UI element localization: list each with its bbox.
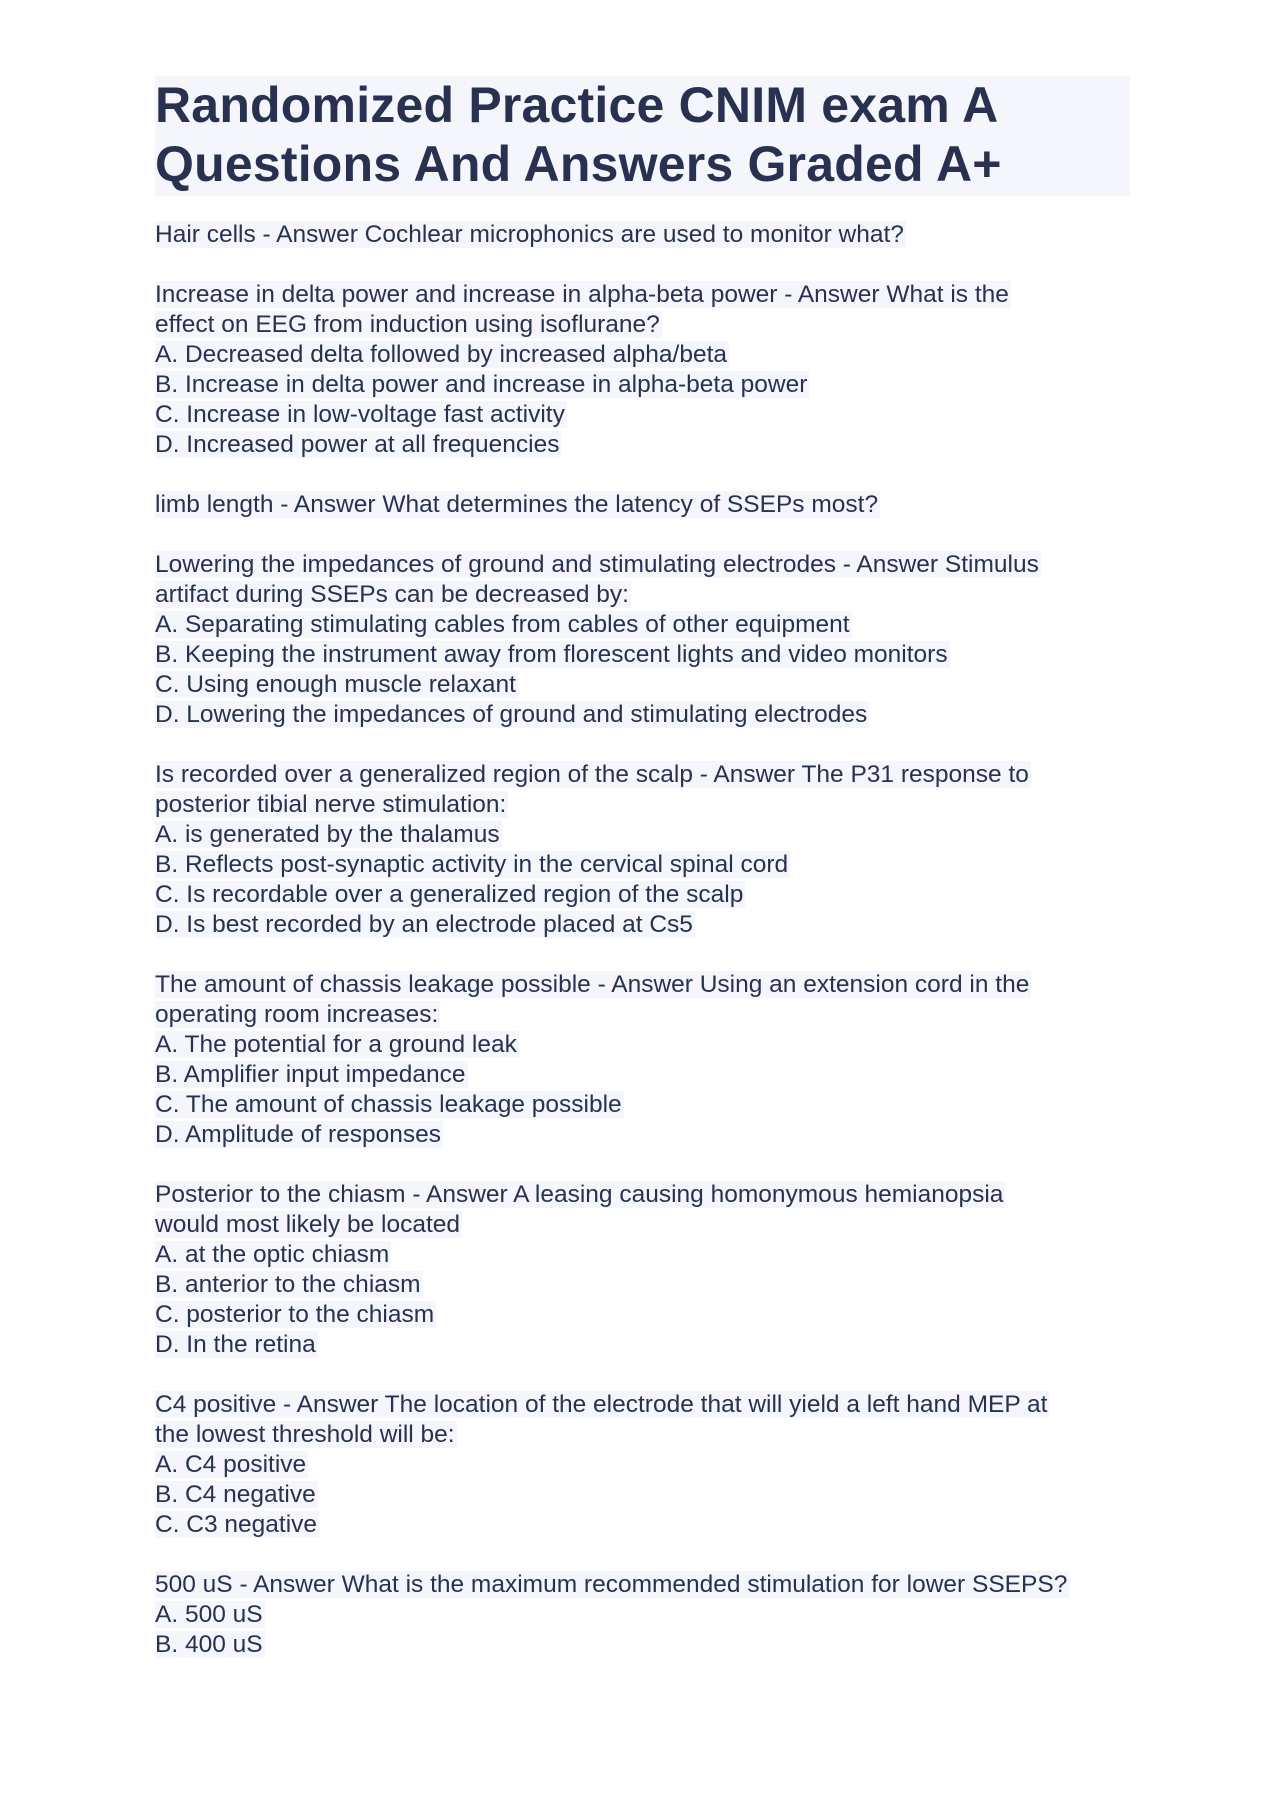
answer-option: C. Is recordable over a generalized region of the scalp <box>155 881 744 908</box>
title-line: Randomized Practice CNIM exam A <box>155 77 999 133</box>
qa-item <box>155 1180 1130 1360</box>
qa-line: C4 positive - Answer The location of the electrode that will yield a left hand MEP at <box>155 1391 1048 1418</box>
qa-line: Posterior to the chiasm - Answer A leasing causing homonymous hemianopsia <box>155 1181 1004 1208</box>
answer-option: C. Increase in low-voltage fast activity <box>155 401 565 428</box>
qa-item <box>155 220 1130 250</box>
answer-option: B. Amplifier input impedance <box>155 1061 466 1088</box>
qa-line: The amount of chassis leakage possible - Answer Using an extension cord in the <box>155 971 1030 998</box>
answer-option: B. Keeping the instrument away from florescent lights and video monitors <box>155 641 948 668</box>
answer-option: B. 400 uS <box>155 1631 263 1658</box>
qa-item <box>155 760 1130 940</box>
qa-item <box>155 970 1130 1150</box>
answer-option: D. Lowering the impedances of ground and stimulating electrodes <box>155 701 868 728</box>
answer-option: C. The amount of chassis leakage possible <box>155 1091 622 1118</box>
answer-option: D. Increased power at all frequencies <box>155 431 560 458</box>
qa-line: posterior tibial nerve stimulation: <box>155 791 507 818</box>
answer-option: C. Using enough muscle relaxant <box>155 671 516 698</box>
document-page <box>155 76 1130 1690</box>
answer-option: A. at the optic chiasm <box>155 1241 390 1268</box>
answer-option: C. C3 negative <box>155 1511 318 1538</box>
qa-line: Is recorded over a generalized region of the scalp - Answer The P31 response to <box>155 761 1029 788</box>
qa-item <box>155 490 1130 520</box>
qa-item <box>155 550 1130 730</box>
answer-option: B. Increase in delta power and increase in alpha-beta power <box>155 371 808 398</box>
answer-option: A. C4 positive <box>155 1451 307 1478</box>
answer-option: B. Reflects post-synaptic activity in the cervical spinal cord <box>155 851 789 878</box>
qa-line: would most likely be located <box>155 1211 461 1238</box>
qa-line: Increase in delta power and increase in alpha-beta power - Answer What is the <box>155 281 1009 308</box>
qa-line: Lowering the impedances of ground and stimulating electrodes - Answer Stimulus <box>155 551 1039 578</box>
qa-line: artifact during SSEPs can be decreased by: <box>155 581 629 608</box>
answer-option: A. Separating stimulating cables from cables of other equipment <box>155 611 850 638</box>
answer-option: A. is generated by the thalamus <box>155 821 500 848</box>
qa-line: the lowest threshold will be: <box>155 1421 455 1448</box>
qa-item <box>155 1570 1130 1660</box>
answer-option: D. In the retina <box>155 1331 316 1358</box>
answer-option: B. anterior to the chiasm <box>155 1271 421 1298</box>
qa-line: operating room increases: <box>155 1001 439 1028</box>
qa-line: limb length - Answer What determines the latency of SSEPs most? <box>155 491 879 518</box>
answer-option: D. Is best recorded by an electrode placed at Cs5 <box>155 911 693 938</box>
answer-option: A. 500 uS <box>155 1601 263 1628</box>
answer-option: B. C4 negative <box>155 1481 316 1508</box>
qa-line: 500 uS - Answer What is the maximum recommended stimulation for lower SSEPS? <box>155 1571 1068 1598</box>
title-line: Questions And Answers Graded A+ <box>155 136 1002 192</box>
qa-item <box>155 280 1130 460</box>
answer-option: A. The potential for a ground leak <box>155 1031 517 1058</box>
qa-item <box>155 1390 1130 1540</box>
qa-line: effect on EEG from induction using isoflurane? <box>155 311 660 338</box>
answer-option: A. Decreased delta followed by increased alpha/beta <box>155 341 728 368</box>
answer-option: D. Amplitude of responses <box>155 1121 441 1148</box>
qa-line: Hair cells - Answer Cochlear microphonics are used to monitor what? <box>155 221 904 248</box>
document-title <box>155 76 1130 196</box>
answer-option: C. posterior to the chiasm <box>155 1301 435 1328</box>
